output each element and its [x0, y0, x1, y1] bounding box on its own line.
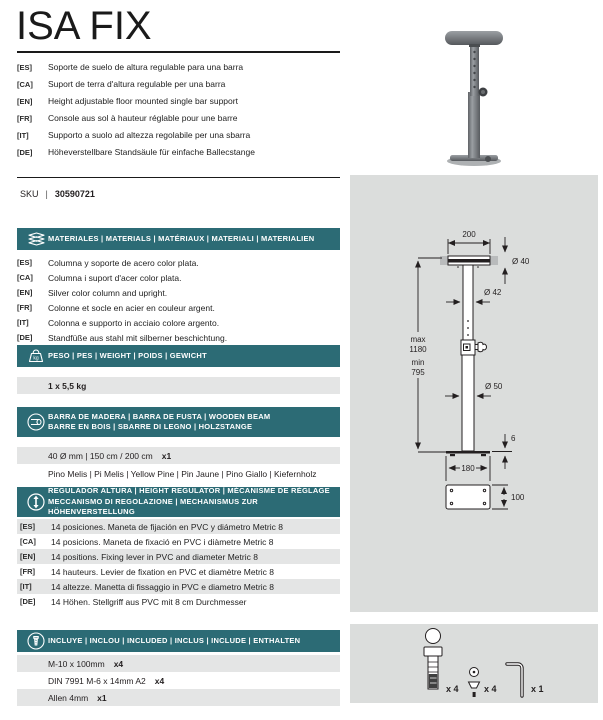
regulator-text: 14 Höhen. Stellgriff aus PVC mit 8 cm Durchmesser [51, 596, 247, 607]
product-photo [350, 0, 598, 175]
regulator-row [17, 519, 340, 534]
weight-value: 1 x 5,5 kg [48, 380, 87, 391]
regulator-text: 14 altezze. Manetta di fissaggio in PVC e diametro Metric 8 [51, 581, 274, 592]
beam-woods: Pino Melis | Pi Melis | Yellow Pine | Pin Jaune | Pino Giallo | Kiefernholz [48, 468, 317, 479]
dim-height-min-label: min [411, 358, 425, 367]
regulator-text: 14 positions. Fixing lever in PVC and diameter Metric 8 [51, 551, 258, 562]
description-row [17, 96, 340, 113]
description-row [17, 130, 340, 147]
material-text: Colonna e supporto in acciaio colore argento. [48, 317, 220, 328]
screw-qty-label: x 4 [484, 684, 497, 694]
beam-header-line2: BARRE EN BOIS | SBARRE DI LEGNO | HOLZSTANGE [48, 422, 253, 431]
regulator-row [17, 594, 340, 609]
weight-header-bar [17, 345, 340, 367]
beam-header-line1: BARRA DE MADERA | BARRA DE FUSTA | WOODEN BEAM [48, 411, 271, 421]
dim-plate-depth-label: 100 [511, 493, 525, 502]
screw-icon [24, 631, 48, 651]
material-row [17, 300, 340, 315]
description-text: Höheverstellbare Standsäule für einfache Ballecstange [48, 147, 255, 157]
description-row [17, 147, 340, 164]
beam-size-row [17, 447, 340, 464]
lang-tag: [IT] [20, 582, 32, 591]
regulator-row [17, 564, 340, 579]
dim-plate-width-label: 180 [461, 464, 475, 473]
description-text: Soporte de suelo de altura regulable para una barra [48, 62, 244, 72]
lang-tag: [FR] [20, 567, 35, 576]
includes-header: INCLUYE | INCLOU | INCLUDED | INCLUS | INCLUDE | ENTHALTEN [48, 635, 301, 645]
materials-list [17, 255, 340, 345]
material-row [17, 315, 340, 330]
description-text: Supporto a suolo ad altezza regolabile per una sbarra [48, 130, 251, 140]
sku-value: 30590721 [54, 189, 95, 199]
regulator-header [48, 486, 340, 518]
include-row [17, 672, 340, 689]
beam-size: 40 Ø mm | 150 cm / 200 cm [48, 450, 153, 461]
description-text: Suport de terra d'altura regulable per una barra [48, 79, 226, 89]
lang-tag: [CA] [17, 273, 33, 282]
dimension-plate-thickness [492, 434, 512, 469]
lang-tag: [EN] [17, 97, 33, 106]
anchor-bolt-icon [424, 629, 442, 690]
technical-drawing [350, 175, 598, 612]
beam-header [48, 412, 270, 433]
beam-header-bar [17, 407, 340, 437]
dim-height-min-value: 795 [411, 368, 425, 377]
dimension-plate-depth [492, 485, 508, 509]
description-text: Height adjustable floor mounted single bar support [48, 96, 238, 106]
dimension-top-width [448, 239, 490, 254]
dim-plate-thickness-label: 6 [511, 434, 516, 443]
regulator-row [17, 534, 340, 549]
material-row [17, 285, 340, 300]
photo-pole [445, 31, 503, 166]
regulator-row [17, 549, 340, 564]
lang-tag: [ES] [17, 258, 32, 267]
materials-header: MATERIALES | MATERIALS | MATÉRIAUX | MATERIALI | MATERIALIEN [48, 233, 315, 243]
weight-value-row [17, 377, 340, 394]
lang-tag: [EN] [20, 552, 36, 561]
include-qty: x4 [113, 658, 124, 669]
bolt-qty-label: x 4 [446, 684, 459, 694]
include-text: M-10 x 100mm [48, 658, 105, 669]
material-row [17, 255, 340, 270]
description-row [17, 62, 340, 79]
sku-row [20, 189, 95, 199]
lang-tag: [CA] [17, 80, 33, 89]
regulator-header-bar [17, 487, 340, 517]
dim-upper-tube-label: Ø 42 [484, 288, 502, 297]
includes-header-bar [17, 630, 340, 652]
lang-tag: [FR] [17, 114, 32, 123]
regulator-list [17, 519, 340, 609]
dim-height-max-label: max [410, 335, 426, 344]
allen-qty-label: x 1 [531, 684, 544, 694]
weight-header: PESO | PES | WEIGHT | POIDS | GEWICHT [48, 350, 207, 360]
hardware-illustration [350, 624, 598, 703]
dim-bar-diameter-label: Ø 40 [512, 257, 530, 266]
lang-tag: [CA] [20, 537, 36, 546]
sku-separator: | [45, 189, 48, 199]
lang-tag: [DE] [17, 148, 33, 157]
material-row [17, 270, 340, 285]
page-title: ISA FIX [16, 4, 152, 48]
include-text: DIN 7991 M-6 x 14mm A2 [48, 675, 146, 686]
lang-tag: [DE] [20, 597, 36, 606]
include-qty: x1 [97, 692, 107, 703]
allen-key-icon [507, 664, 522, 696]
product-descriptions [17, 62, 340, 164]
height-regulator-icon [24, 492, 48, 512]
beam-size-qty: x1 [161, 450, 172, 461]
material-text: Columna i suport d'acer color plata. [48, 272, 182, 283]
lang-tag: [IT] [17, 318, 29, 327]
regulator-header-line2: MECCANISMO DI REGOLAZIONE | MECHANISMUS ZUR HÖHENVERSTELLUNG [48, 496, 258, 517]
regulator-text: 14 posiciones. Maneta de fijación en PVC y diámetro Metric 8 [51, 521, 283, 532]
svg-text:kg: kg [33, 355, 39, 362]
layers-icon [24, 232, 48, 247]
dim-height-max-value: 1180 [409, 345, 427, 354]
includes-list [17, 655, 340, 706]
kg-weight-icon [24, 348, 48, 364]
lang-tag: [EN] [17, 288, 33, 297]
regulator-header-line1: REGULADOR ALTURA | HEIGHT REGULATOR | MÉCANISME DE RÉGLAGE [48, 486, 330, 496]
materials-header-bar [17, 228, 340, 250]
include-row [17, 689, 340, 706]
lang-tag: [DE] [17, 333, 33, 342]
dimension-height [418, 258, 446, 452]
material-text: Silver color column and upright. [48, 287, 168, 298]
lang-tag: [FR] [17, 303, 32, 312]
material-text: Standfüße aus stahl mit silberner beschichtung. [48, 332, 228, 343]
material-row [17, 330, 340, 345]
description-text: Console aus sol à hauteur réglable pour une barre [48, 113, 238, 123]
include-text: Allen 4mm [48, 692, 89, 703]
dim-top-width-label: 200 [462, 230, 476, 239]
include-row [17, 655, 340, 672]
include-qty: x4 [154, 675, 165, 686]
lang-tag: [ES] [17, 63, 32, 72]
beam-woods-row [17, 466, 340, 481]
description-row [17, 113, 340, 130]
countersunk-screw-icon [469, 668, 480, 698]
lang-tag: [IT] [17, 131, 29, 140]
lang-tag: [ES] [20, 522, 35, 531]
section-divider [17, 177, 340, 178]
dim-lower-tube-label: Ø 50 [485, 382, 503, 391]
regulator-text: 14 hauteurs. Levier de fixation en PVC et diamètre Metric 8 [51, 566, 275, 577]
material-text: Colonne et socle en acier en couleur argent. [48, 302, 215, 313]
title-divider [17, 51, 340, 53]
material-text: Columna y soporte de acero color plata. [48, 257, 199, 268]
regulator-text: 14 posicions. Maneta de fixació en PVC i diàmetre Metric 8 [51, 536, 274, 547]
wooden-beam-icon [24, 412, 48, 432]
sku-label: SKU [20, 189, 39, 199]
description-row [17, 79, 340, 96]
regulator-row [17, 579, 340, 594]
